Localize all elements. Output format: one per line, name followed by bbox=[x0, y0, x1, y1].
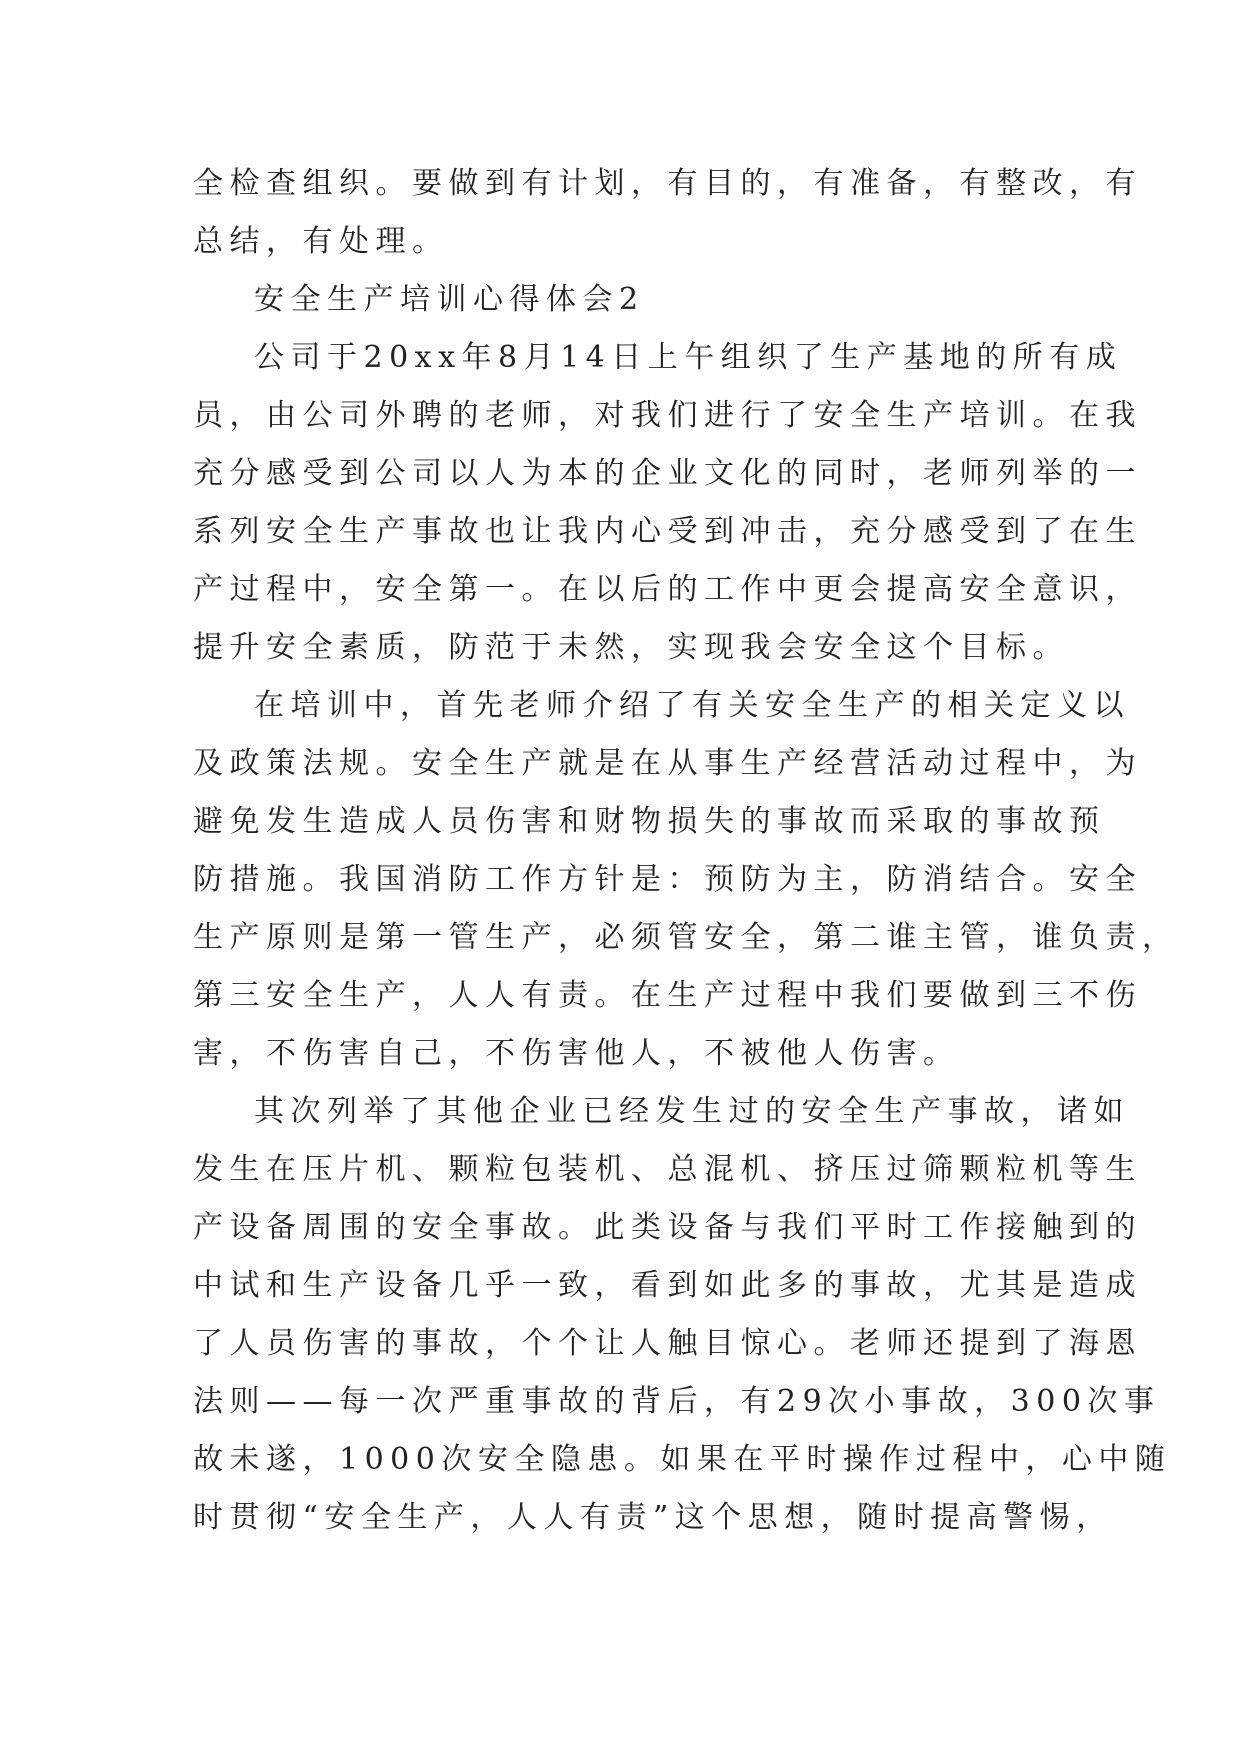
text-line-20: 中试和生产设备几乎一致，看到如此多的事故，尤其是造成 bbox=[193, 1268, 1142, 1303]
text-line-9: 提升安全素质，防范于未然，实现我会安全这个目标。 bbox=[193, 630, 1069, 665]
text-line-10: 在培训中，首先老师介绍了有关安全生产的相关定义以 bbox=[254, 688, 1130, 723]
text-line-16: 害，不伤害自己，不伤害他人，不被他人伤害。 bbox=[193, 1036, 960, 1071]
text-line-22: 法则——每一次严重事故的背后，有29次小事故，300次事 bbox=[193, 1384, 1161, 1419]
text-line-21: 了人员伤害的事故，个个让人触目惊心。老师还提到了海恩 bbox=[193, 1326, 1142, 1361]
text-line-2: 总结，有处理。 bbox=[193, 224, 449, 259]
text-line-23: 故未遂，1000次安全隐患。如果在平时操作过程中，心中随 bbox=[193, 1442, 1172, 1477]
text-line-24: 时贯彻“安全生产，人人有责”这个思想，随时提高警惕， bbox=[193, 1500, 1113, 1535]
text-line-18: 发生在压片机、颗粒包装机、总混机、挤压过筛颗粒机等生 bbox=[193, 1152, 1142, 1187]
text-line-11: 及政策法规。安全生产就是在从事生产经营活动过程中，为 bbox=[193, 746, 1142, 781]
text-line-12: 避免发生造成人员伤害和财物损失的事故而采取的事故预 bbox=[193, 804, 1106, 839]
text-line-6: 充分感受到公司以人为本的企业文化的同时，老师列举的一 bbox=[193, 456, 1142, 491]
text-line-15: 第三安全生产，人人有责。在生产过程中我们要做到三不伤 bbox=[193, 978, 1142, 1013]
text-line-19: 产设备周围的安全事故。此类设备与我们平时工作接触到的 bbox=[193, 1210, 1142, 1245]
text-line-13: 防措施。我国消防工作方针是：预防为主，防消结合。安全 bbox=[193, 862, 1142, 897]
text-line-4: 公司于20xx年8月14日上午组织了生产基地的所有成 bbox=[254, 340, 1123, 375]
text-line-5: 员，由公司外聘的老师，对我们进行了安全生产培训。在我 bbox=[193, 398, 1142, 433]
text-line-17: 其次列举了其他企业已经发生过的安全生产事故，诸如 bbox=[254, 1094, 1130, 1129]
text-line-1: 全检查组织。要做到有计划，有目的，有准备，有整改，有 bbox=[193, 166, 1142, 201]
text-line-14: 生产原则是第一管生产，必须管安全，第二谁主管，谁负责， bbox=[193, 920, 1179, 955]
section-heading: 安全生产培训心得体会2 bbox=[254, 282, 645, 317]
text-line-8: 产过程中，安全第一。在以后的工作中更会提高安全意识， bbox=[193, 572, 1142, 607]
text-line-7: 系列安全生产事故也让我内心受到冲击，充分感受到了在生 bbox=[193, 514, 1142, 549]
